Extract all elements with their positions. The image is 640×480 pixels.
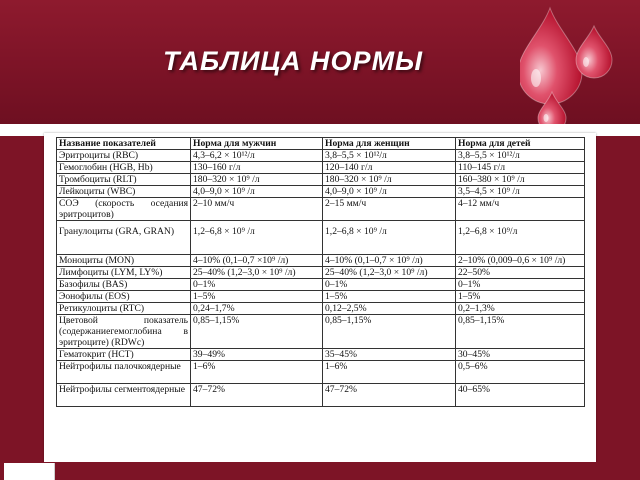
table-row xyxy=(57,361,585,384)
female-norm: 4,0–9,0 × 10⁹ /л xyxy=(323,186,456,198)
female-norm: 1,2–6,8 × 10⁹ /л xyxy=(323,221,456,255)
child-norm: 110–145 г/л xyxy=(456,162,585,174)
male-norm: 4,0–9,0 × 10⁹ /л xyxy=(191,186,323,198)
female-norm: 180–320 × 10⁹ /л xyxy=(323,174,456,186)
female-norm: 25–40% (1,2–3,0 × 10⁹ /л) xyxy=(323,267,456,279)
table-row xyxy=(57,349,585,361)
female-norm: 2–15 мм/ч xyxy=(323,198,456,221)
male-norm: 180–320 × 10⁹ /л xyxy=(191,174,323,186)
table-page xyxy=(44,133,596,462)
param-name: СОЭ (скорость оседания эритроцитов) xyxy=(57,198,191,221)
header-cell: Норма для мужчин xyxy=(191,138,323,150)
child-norm: 1–5% xyxy=(456,291,585,303)
female-norm: 47–72% xyxy=(323,384,456,407)
table-row xyxy=(57,150,585,162)
param-name: Нейтрофилы сегментоядерные xyxy=(57,384,191,407)
slide-number-box xyxy=(4,463,55,480)
child-norm: 3,5–4,5 × 10⁹ /л xyxy=(456,186,585,198)
table-row xyxy=(57,174,585,186)
female-norm: 1–5% xyxy=(323,291,456,303)
slide-title: ТАБЛИЦА НОРМЫ xyxy=(163,46,424,76)
male-norm: 0–1% xyxy=(191,279,323,291)
table-row xyxy=(57,291,585,303)
footer-band xyxy=(0,462,640,480)
male-norm: 4,3–6,2 × 10¹²/л xyxy=(191,150,323,162)
param-name: Лейкоциты (WBC) xyxy=(57,186,191,198)
child-norm: 30–45% xyxy=(456,349,585,361)
header-cell: Название показателей xyxy=(57,138,191,150)
child-norm: 0,2–1,3% xyxy=(456,303,585,315)
table-row xyxy=(57,267,585,279)
male-norm: 25–40% (1,2–3,0 × 10⁹ /л) xyxy=(191,267,323,279)
male-norm: 130–160 г/л xyxy=(191,162,323,174)
table-row xyxy=(57,384,585,407)
param-name: Эонофилы (EOS) xyxy=(57,291,191,303)
header-cell: Норма для женщин xyxy=(323,138,456,150)
female-norm: 35–45% xyxy=(323,349,456,361)
male-norm: 0,24–1,7% xyxy=(191,303,323,315)
table-row xyxy=(57,221,585,255)
header-cell: Норма для детей xyxy=(456,138,585,150)
param-name: Лимфоциты (LYM, LY%) xyxy=(57,267,191,279)
male-norm: 39–49% xyxy=(191,349,323,361)
child-norm: 0,5–6% xyxy=(456,361,585,384)
female-norm: 1–6% xyxy=(323,361,456,384)
male-norm: 1–5% xyxy=(191,291,323,303)
child-norm: 0,85–1,15% xyxy=(456,315,585,349)
param-name: Моноциты (MON) xyxy=(57,255,191,267)
male-norm: 1–6% xyxy=(191,361,323,384)
table-row xyxy=(57,315,585,349)
female-norm: 0,12–2,5% xyxy=(323,303,456,315)
female-norm: 0–1% xyxy=(323,279,456,291)
param-name: Гемоглобин (HGB, Hb) xyxy=(57,162,191,174)
child-norm: 40–65% xyxy=(456,384,585,407)
female-norm: 4–10% (0,1–0,7 × 10⁹ /л) xyxy=(323,255,456,267)
table-row xyxy=(57,279,585,291)
female-norm: 3,8–5,5 × 10¹²/л xyxy=(323,150,456,162)
slide-header xyxy=(0,0,640,124)
male-norm: 2–10 мм/ч xyxy=(191,198,323,221)
male-norm: 4–10% (0,1–0,7 ×10⁹ /л) xyxy=(191,255,323,267)
param-name: Нейтрофилы палочкоядерные xyxy=(57,361,191,384)
param-name: Эритроциты (RBC) xyxy=(57,150,191,162)
param-name: Базофилы (BAS) xyxy=(57,279,191,291)
child-norm: 3,8–5,5 × 10¹²/л xyxy=(456,150,585,162)
table-row xyxy=(57,162,585,174)
param-name: Ретикулоциты (RTC) xyxy=(57,303,191,315)
blood-drops-decoration xyxy=(520,0,640,130)
table-row xyxy=(57,255,585,267)
param-name: Гранулоциты (GRA, GRAN) xyxy=(57,221,191,255)
child-norm: 4–12 мм/ч xyxy=(456,198,585,221)
female-norm: 120–140 г/л xyxy=(323,162,456,174)
child-norm: 1,2–6,8 × 10⁹/л xyxy=(456,221,585,255)
male-norm: 0,85–1,15% xyxy=(191,315,323,349)
child-norm: 160–380 × 10⁹ /л xyxy=(456,174,585,186)
male-norm: 47–72% xyxy=(191,384,323,407)
small-drop-icon xyxy=(576,26,612,78)
male-norm: 1,2–6,8 × 10⁹ /л xyxy=(191,221,323,255)
table-header-row xyxy=(57,138,585,150)
norms-table xyxy=(56,137,585,407)
large-drop-icon xyxy=(520,8,582,104)
table-row xyxy=(57,303,585,315)
female-norm: 0,85–1,15% xyxy=(323,315,456,349)
table-row xyxy=(57,198,585,221)
param-name: Цветовой показатель (содержаниегемоглобина в эритроците) (RDWc) xyxy=(57,315,191,349)
param-name: Гематокрит (НСТ) xyxy=(57,349,191,361)
child-norm: 22–50% xyxy=(456,267,585,279)
table-row xyxy=(57,186,585,198)
child-norm: 0–1% xyxy=(456,279,585,291)
child-norm: 2–10% (0,009–0,6 × 10⁹ /л) xyxy=(456,255,585,267)
param-name: Тромбоциты (RLT) xyxy=(57,174,191,186)
